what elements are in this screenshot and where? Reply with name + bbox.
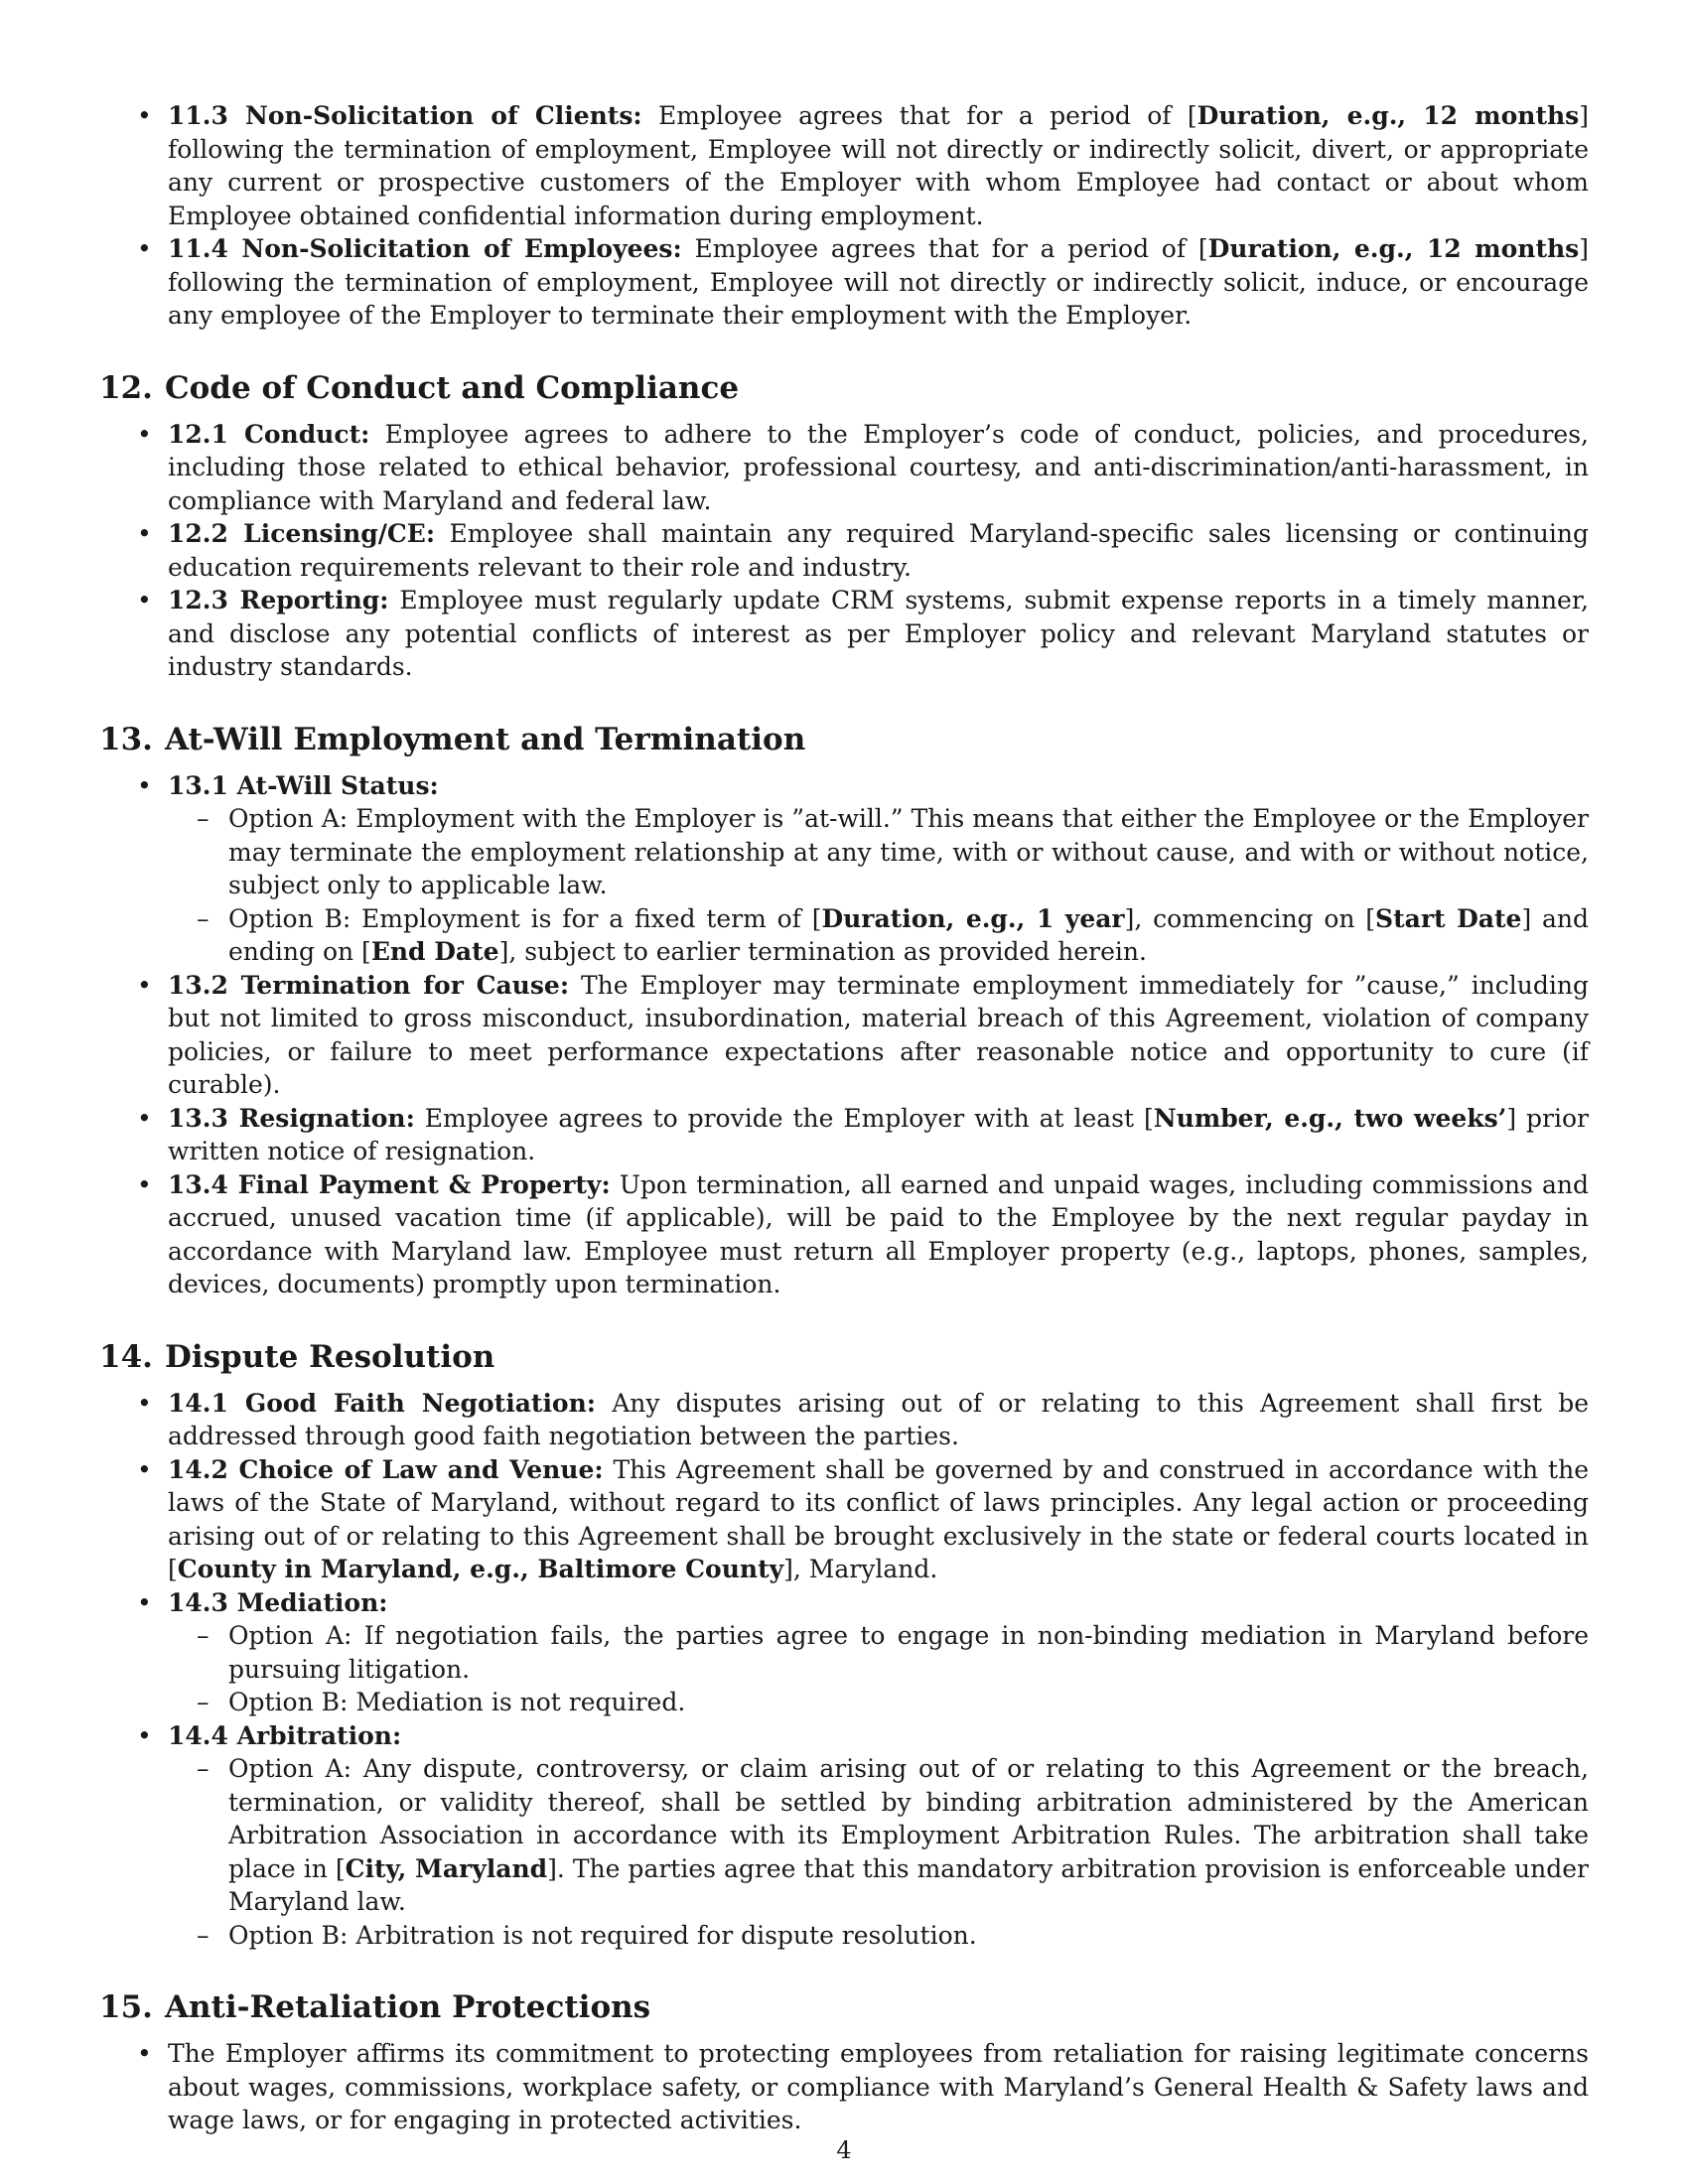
page-number: 4 bbox=[836, 2136, 852, 2164]
clause-12-2: • 12.2 Licensing/CE: Employee shall maintain any required Maryland-specific sales licensing or continuing education requirements relevant to their role and industry. bbox=[99, 517, 1589, 584]
clause-12-3: • 12.3 Reporting: Employee must regularly update CRM systems, submit expense reports in a timely manner, and disclose any potential conflicts of interest as per Employer policy and relevant Maryland statutes or industry standards. bbox=[99, 584, 1589, 684]
option-list bbox=[168, 1619, 1589, 1719]
page-content bbox=[99, 99, 1589, 2137]
clause-12-1: • 12.1 Conduct: Employee agrees to adhere to the Employer’s code of conduct, policies, and procedures, including those related to ethical behavior, professional courtesy, and anti-discrimination/anti-harassment, in compliance with Maryland and federal law. bbox=[99, 418, 1589, 518]
section-11-list bbox=[99, 99, 1589, 333]
placeholder-field: Duration, e.g., 12 months bbox=[1207, 234, 1580, 263]
option-a: – Option A: If negotiation fails, the parties agree to engage in non-binding mediation in Maryland before pursuing litigation. bbox=[168, 1619, 1589, 1686]
section-13-list bbox=[99, 769, 1589, 1301]
placeholder-field: Duration, e.g., 12 months bbox=[1196, 101, 1580, 130]
clause-14-2: • 14.2 Choice of Law and Venue: This Agreement shall be governed by and construed in accordance with the laws of the State of Maryland, without regard to its conflict of laws principles. Any legal action or proceeding arising out of or relating to this Agreement shall be brought exclusively in the state or federal courts located in [County in Maryland, e.g., Baltimore County], Maryland. bbox=[99, 1453, 1589, 1586]
clause-label: 14.1 Good Faith Negotiation: bbox=[168, 1388, 597, 1418]
option-b: – Option B: Mediation is not required. bbox=[168, 1686, 1589, 1719]
option-b: – Option B: Arbitration is not required for dispute resolution. bbox=[168, 1919, 1589, 1953]
clause-label: 12.1 Conduct: bbox=[168, 419, 370, 449]
option-a: – Option A: Any dispute, controversy, or claim arising out of or relating to this Agreement or the breach, termination, or validity thereof, shall be settled by binding arbitration administered by the American Arbitration Association in accordance with its Employment Arbitration Rules. The arbitration shall take place in [City, Maryland]. The parties agree that this mandatory arbitration provision is enforceable under Maryland law. bbox=[168, 1752, 1589, 1919]
clause-11-4: • 11.4 Non-Solicitation of Employees: Employee agrees that for a period of [Duration, e.g., 12 months] following the termination of employment, Employee will not directly or indirectly solicit, induce, or encourage any employee of the Employer to terminate their employment with the Employer. bbox=[99, 232, 1589, 333]
option-list bbox=[168, 1752, 1589, 1952]
section-15-list bbox=[99, 2037, 1589, 2137]
option-a: – Option A: Employment with the Employer is ”at-will.” This means that either the Employee or the Employer may terminate the employment relationship at any time, with or without cause, and with or without notice, subject only to applicable law. bbox=[168, 802, 1589, 902]
placeholder-field: City, Maryland bbox=[345, 1853, 548, 1883]
clause-label: 13.4 Final Payment & Property: bbox=[168, 1169, 611, 1199]
placeholder-field: Start Date bbox=[1375, 903, 1522, 933]
clause-13-4: • 13.4 Final Payment & Property: Upon termination, all earned and unpaid wages, including commissions and accrued, unused vacation time (if applicable), will be paid to the Employee by the next regular payday in accordance with Maryland law. Employee must return all Employer property (e.g., laptops, phones, samples, devices, documents) promptly upon termination. bbox=[99, 1168, 1589, 1301]
clause-14-1: • 14.1 Good Faith Negotiation: Any disputes arising out of or relating to this Agreement shall first be addressed through good faith negotiation between the parties. bbox=[99, 1387, 1589, 1453]
clause-label: 12.3 Reporting: bbox=[168, 586, 389, 614]
clause-14-3 bbox=[99, 1586, 1589, 1719]
placeholder-field: County in Maryland, e.g., Baltimore County bbox=[177, 1555, 784, 1583]
section-12-heading: 12. Code of Conduct and Compliance bbox=[99, 369, 740, 406]
option-list bbox=[168, 802, 1589, 969]
clause-15-1: • The Employer affirms its commitment to protecting employees from retaliation for raising legitimate concerns about wages, commissions, workplace safety, or compliance with Maryland’s General Health & Safety laws and wage laws, or for engaging in protected activities. bbox=[99, 2037, 1589, 2137]
clause-label: 14.3 Mediation: bbox=[168, 1587, 388, 1617]
clause-label: 13.3 Resignation: bbox=[168, 1103, 415, 1133]
clause-label: 13.1 At-Will Status: bbox=[168, 770, 439, 800]
section-14-heading: 14. Dispute Resolution bbox=[99, 1338, 495, 1375]
section-15-heading: 15. Anti-Retaliation Protections bbox=[99, 1989, 651, 2025]
clause-11-3: • 11.3 Non-Solicitation of Clients: Employee agrees that for a period of [Duration, e.g., 12 months] following the termination of employment, Employee will not directly or indirectly solicit, divert, or appropriate any current or prospective customers of the Employer with whom Employee had contact or about whom Employee obtained confidential information during employment. bbox=[99, 99, 1589, 232]
section-14-list bbox=[99, 1387, 1589, 1953]
clause-label: 14.4 Arbitration: bbox=[168, 1720, 402, 1750]
clause-label: 13.2 Termination for Cause: bbox=[168, 970, 570, 1000]
clause-label: 11.4 Non-Solicitation of Employees: bbox=[168, 234, 682, 263]
section-12-list bbox=[99, 418, 1589, 684]
clause-14-4 bbox=[99, 1719, 1589, 1953]
placeholder-field: End Date bbox=[370, 937, 499, 966]
option-b: – Option B: Employment is for a fixed term of [Duration, e.g., 1 year], commencing on [Start Date] and ending on [End Date], subject to earlier termination as provided herein. bbox=[168, 902, 1589, 969]
clause-13-1 bbox=[99, 769, 1589, 969]
placeholder-field: Duration, e.g., 1 year bbox=[821, 903, 1125, 933]
clause-label: 12.2 Licensing/CE: bbox=[168, 519, 436, 548]
clause-13-3: • 13.3 Resignation: Employee agrees to provide the Employer with at least [Number, e.g., two weeks’] prior written notice of resignation. bbox=[99, 1102, 1589, 1168]
clause-13-2: • 13.2 Termination for Cause: The Employer may terminate employment immediately for ”cause,” including but not limited to gross misconduct, insubordination, material breach of this Agreement, violation of company policies, or failure to meet performance expectations after reasonable notice and opportunity to cure (if curable). bbox=[99, 969, 1589, 1102]
clause-label: 14.2 Choice of Law and Venue: bbox=[168, 1454, 604, 1484]
section-13-heading: 13. At-Will Employment and Termination bbox=[99, 721, 806, 757]
clause-label: 11.3 Non-Solicitation of Clients: bbox=[168, 101, 642, 130]
placeholder-field: Number, e.g., two weeks’ bbox=[1153, 1103, 1507, 1133]
